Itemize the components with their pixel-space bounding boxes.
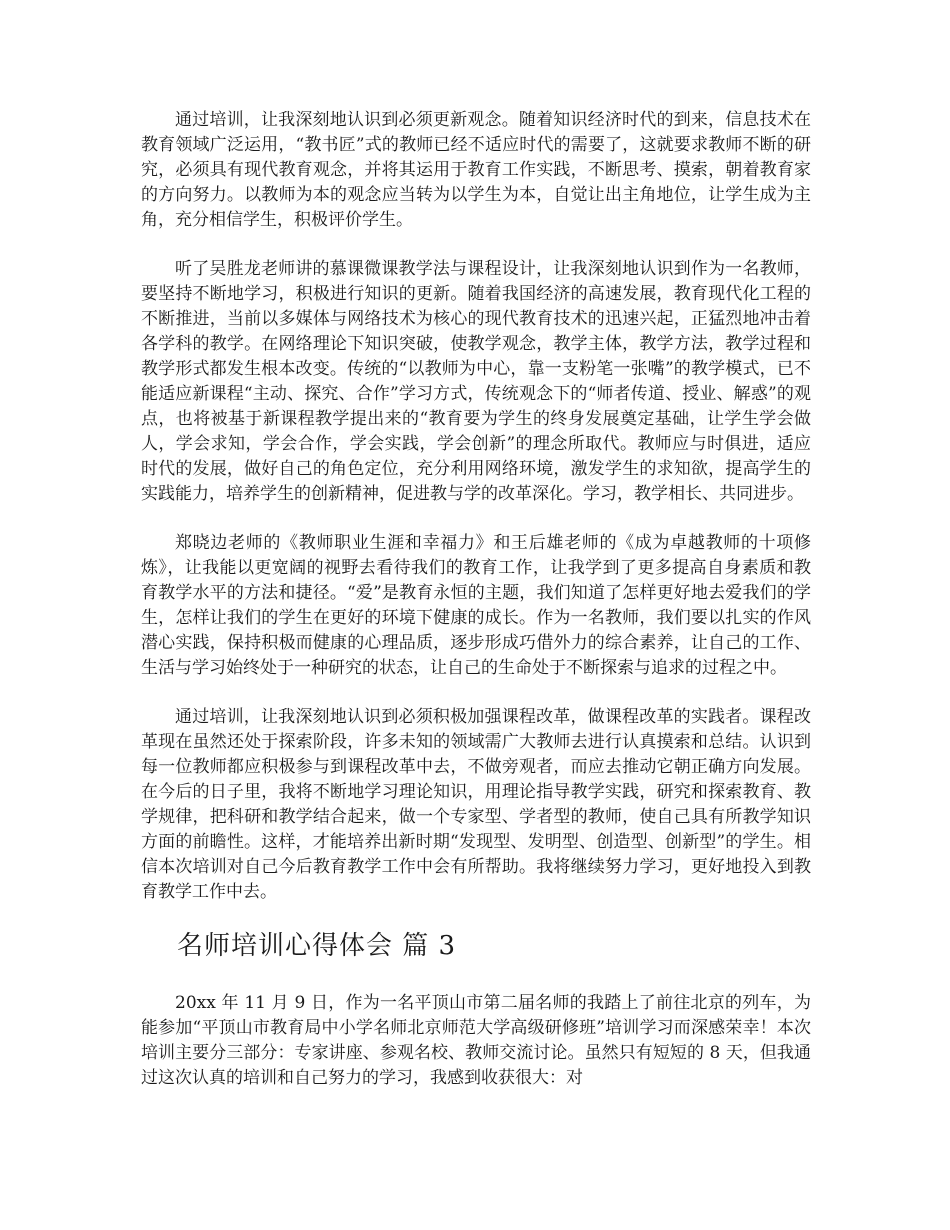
section-paragraph-1: 20xx 年 11 月 9 日，作为一名平顶山市第二届名师的我踏上了前往北京的列车，为能参加“平顶山市教育局中小学名师北京师范大学高级研修班”培训学习而深感荣幸！本次培训主要分三部分：专家讲座、参观名校、教师交流讨论。虽然只有短短的 8 天，但我通过这次认真的培训和自己努力的学习，我感到收获很大：对	[141, 993, 811, 1088]
paragraph-1: 通过培训，让我深刻地认识到必须更新观念。随着知识经济时代的到来，信息技术在教育领域广泛运用，“教书匠”式的教师已经不适应时代的需要了，这就要求教师不断的研究，必须具有现代教育观念，并将其运用于教育工作实践，不断思考、摸索，朝着教育家的方向努力。以教师为本的观念应当转为以学生为本，自觉让出主角地位，让学生成为主角，充分相信学生，积极评价学生。	[141, 110, 811, 230]
paragraph-4: 通过培训，让我深刻地认识到必须积极加强课程改革，做课程改革的实践者。课程改革现在虽然还处于探索阶段，许多未知的领域需广大教师去进行认真摸索和总结。认识到每一位教师都应积极参与到课程改革中去，不做旁观者，而应去推动它朝正确方向发展。在今后的日子里，我将不断地学习理论知识，用理论指导教学实践，研究和探索教育、教学规律，把科研和教学结合起来，做一个专家型、学者型的教师，使自己具有所教学知识方面的前瞻性。这样，才能培养出新时期“发现型、发明型、创造型、创新型”的学生。相信本次培训对自己今后教育教学工作中会有所帮助。我将继续努力学习，更好地投入到教育教学工作中去。	[141, 707, 811, 902]
paragraph-2: 听了吴胜龙老师讲的慕课微课教学法与课程设计，让我深刻地认识到作为一名教师，要坚持不断地学习，积极进行知识的更新。随着我国经济的高速发展，教育现代化工程的不断推进，当前以多媒体与网络技术为核心的现代教育技术的迅速兴起，正猛烈地冲击着各学科的教学。在网络理论下知识突破，使教学观念，教学主体，教学方法，教学过程和教学形式都发生根本改变。传统的“以教师为中心，靠一支粉笔一张嘴”的教学模式，已不能适应新课程“主动、探究、合作”学习方式，传统观念下的“师者传道、授业、解惑”的观点，也将被基于新课程教学提出来的“教育要为学生的终身发展奠定基础，让学生学会做人，学会求知，学会合作，学会实践，学会创新”的理念所取代。教师应与时俱进，适应时代的发展，做好自己的角色定位，充分利用网络环境，激发学生的求知欲，提高学生的实践能力，培养学生的创新精神，促进教与学的改革深化。学习，教学相长、共同进步。	[141, 259, 811, 504]
document-page	[141, 108, 811, 1115]
section-heading: 名师培训心得体会 篇 3	[177, 931, 457, 961]
paragraph-3: 郑晓边老师的《教师职业生涯和幸福力》和王后雄老师的《成为卓越教师的十项修炼》，让我能以更宽阔的视野去看待我们的教育工作，让我学到了更多提高自身素质和教育教学水平的方法和捷径。“爱”是教育永恒的主题，我们知道了怎样更好地去爱我们的学生，怎样让我们的学生在更好的环境下健康的成长。作为一名教师，我们要以扎实的作风潜心实践，保持积极而健康的心理品质，逐步形成巧借外力的综合素养，让自己的工作、生活与学习始终处于一种研究的状态，让自己的生命处于不断探索与追求的过程之中。	[141, 533, 811, 678]
